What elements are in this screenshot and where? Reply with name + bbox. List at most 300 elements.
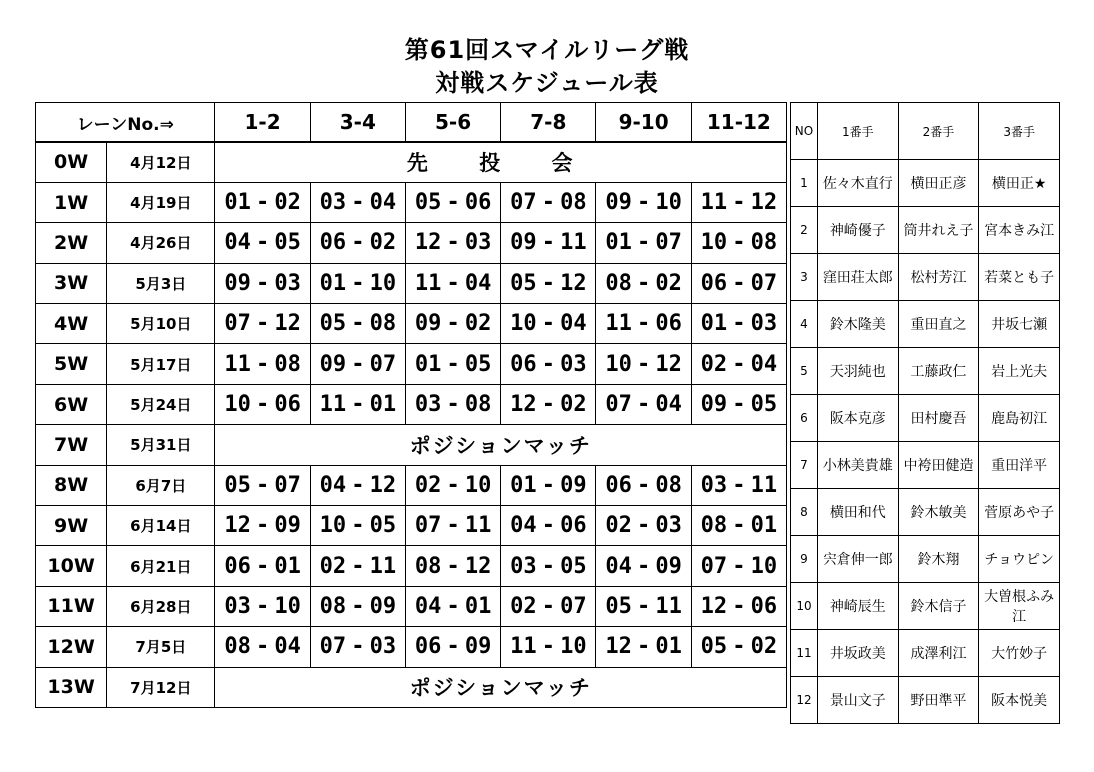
roster-table <box>790 102 1060 724</box>
team-a: 12 <box>510 392 537 418</box>
schedule-row <box>36 425 787 465</box>
schedule-row <box>36 142 787 182</box>
player-2-cell: 中袴田健造 <box>898 442 979 489</box>
player-3-cell: 阪本悦美 <box>979 677 1060 724</box>
week-cell: 4W <box>36 304 107 344</box>
team-b: 10 <box>655 190 682 216</box>
week-cell: 11W <box>36 586 107 626</box>
vs-dash: - <box>351 270 365 296</box>
roster-no-cell: 9 <box>791 536 818 583</box>
player-1-cell: 小林美貴雄 <box>817 442 898 489</box>
team-b: 07 <box>369 351 397 377</box>
team-b: 08 <box>369 311 397 337</box>
vs-dash: - <box>351 513 365 539</box>
roster-row <box>791 207 1060 254</box>
roster-row <box>791 630 1060 677</box>
vs-dash: - <box>255 270 270 296</box>
roster-row <box>791 395 1060 442</box>
player-2-cell: 筒井れえ子 <box>898 207 979 254</box>
vs-dash: - <box>351 351 365 377</box>
vs-dash: - <box>446 553 460 579</box>
team-b: 05 <box>369 513 397 539</box>
matchup-cell <box>310 223 405 263</box>
vs-dash: - <box>255 593 270 619</box>
vs-dash: - <box>255 553 270 579</box>
player-2-cell: 工藤政仁 <box>898 348 979 395</box>
matchup-cell <box>215 263 310 303</box>
team-b: 09 <box>274 513 301 539</box>
team-b: 12 <box>655 351 682 377</box>
vs-dash: - <box>732 230 746 256</box>
team-a: 11 <box>510 634 537 660</box>
roster-header-row <box>791 103 1060 160</box>
vs-dash: - <box>541 553 555 579</box>
team-a: 01 <box>319 270 347 296</box>
date-cell: 4月12日 <box>107 142 215 182</box>
roster-row <box>791 489 1060 536</box>
matchup-cell <box>215 546 310 586</box>
date-cell: 5月3日 <box>107 263 215 303</box>
team-a: 09 <box>319 351 347 377</box>
team-a: 08 <box>700 513 728 539</box>
vs-dash: - <box>351 593 365 619</box>
team-b: 06 <box>750 593 778 619</box>
team-b: 04 <box>560 311 587 337</box>
lane-header: 1-2 <box>215 103 310 143</box>
team-b: 06 <box>560 513 587 539</box>
team-b: 06 <box>464 190 492 216</box>
matchup-cell <box>501 465 596 505</box>
team-b: 07 <box>560 593 587 619</box>
team-b: 12 <box>464 553 492 579</box>
team-a: 08 <box>224 634 251 660</box>
date-cell: 6月14日 <box>107 506 215 546</box>
team-b: 07 <box>274 472 301 498</box>
team-b: 03 <box>464 230 492 256</box>
team-b: 06 <box>655 311 682 337</box>
matchup-cell <box>405 263 500 303</box>
roster-row <box>791 677 1060 724</box>
week-cell: 2W <box>36 223 107 263</box>
matchup-cell <box>405 586 500 626</box>
team-a: 05 <box>224 472 251 498</box>
team-b: 04 <box>369 190 397 216</box>
team-a: 08 <box>319 593 347 619</box>
vs-dash: - <box>351 230 365 256</box>
matchup-cell <box>310 263 405 303</box>
team-b: 03 <box>655 513 682 539</box>
matchup-cell <box>215 627 310 667</box>
team-b: 03 <box>369 634 397 660</box>
vs-dash: - <box>732 270 746 296</box>
vs-dash: - <box>541 311 555 337</box>
player-3-cell: 大曽根ふみ江 <box>979 583 1060 630</box>
team-a: 03 <box>224 593 251 619</box>
week-cell: 1W <box>36 182 107 222</box>
team-b: 02 <box>560 392 587 418</box>
roster-no-cell: 8 <box>791 489 818 536</box>
player-1-cell: 横田和代 <box>817 489 898 536</box>
matchup-cell <box>405 223 500 263</box>
team-b: 07 <box>750 270 778 296</box>
matchup-cell <box>405 546 500 586</box>
team-b: 04 <box>274 634 301 660</box>
team-a: 10 <box>605 351 632 377</box>
matchup-cell <box>215 506 310 546</box>
vs-dash: - <box>541 634 555 660</box>
vs-dash: - <box>351 634 365 660</box>
vs-dash: - <box>351 190 365 216</box>
matchup-cell <box>310 546 405 586</box>
matchup-cell <box>691 182 786 222</box>
matchup-cell <box>596 586 691 626</box>
vs-dash: - <box>732 351 746 377</box>
player-1-cell: 神崎優子 <box>817 207 898 254</box>
player-1-cell: 天羽純也 <box>817 348 898 395</box>
roster-no-cell: 4 <box>791 301 818 348</box>
team-b: 08 <box>274 351 301 377</box>
vs-dash: - <box>351 311 365 337</box>
roster-header-1: 1番手 <box>817 103 898 160</box>
schedule-row <box>36 384 787 424</box>
matchup-cell <box>501 506 596 546</box>
team-a: 01 <box>605 230 632 256</box>
roster-no-cell: 7 <box>791 442 818 489</box>
matchup-cell <box>691 506 786 546</box>
player-3-cell: チョウピン <box>979 536 1060 583</box>
team-b: 08 <box>750 230 778 256</box>
matchup-cell <box>596 263 691 303</box>
team-a: 06 <box>700 270 728 296</box>
matchup-cell <box>405 506 500 546</box>
vs-dash: - <box>732 392 746 418</box>
player-1-cell: 鈴木隆美 <box>817 301 898 348</box>
matchup-cell <box>405 304 500 344</box>
team-a: 06 <box>319 230 347 256</box>
matchup-cell <box>691 223 786 263</box>
matchup-cell <box>501 304 596 344</box>
team-a: 10 <box>319 513 347 539</box>
matchup-cell <box>691 344 786 384</box>
lane-header: 5-6 <box>405 103 500 143</box>
schedule-row <box>36 182 787 222</box>
team-a: 02 <box>605 513 632 539</box>
vs-dash: - <box>446 472 460 498</box>
matchup-cell <box>310 344 405 384</box>
team-a: 11 <box>319 392 347 418</box>
matchup-cell <box>596 546 691 586</box>
vs-dash: - <box>446 351 460 377</box>
player-1-cell: 神崎辰生 <box>817 583 898 630</box>
week-cell: 8W <box>36 465 107 505</box>
team-a: 03 <box>414 392 442 418</box>
roster-no-cell: 10 <box>791 583 818 630</box>
team-b: 12 <box>750 190 778 216</box>
vs-dash: - <box>636 472 651 498</box>
roster-row <box>791 301 1060 348</box>
roster-no-cell: 5 <box>791 348 818 395</box>
player-3-cell: 宮本きみ江 <box>979 207 1060 254</box>
team-a: 07 <box>224 311 251 337</box>
roster-no-cell: 3 <box>791 254 818 301</box>
matchup-cell <box>405 465 500 505</box>
team-a: 11 <box>605 311 632 337</box>
player-2-cell: 鈴木信子 <box>898 583 979 630</box>
matchup-cell <box>691 304 786 344</box>
week-cell: 12W <box>36 627 107 667</box>
matchup-cell <box>405 344 500 384</box>
team-a: 07 <box>605 392 632 418</box>
matchup-cell <box>215 384 310 424</box>
team-b: 10 <box>369 270 397 296</box>
schedule-row <box>36 586 787 626</box>
team-b: 05 <box>560 553 587 579</box>
schedule-row <box>36 506 787 546</box>
team-a: 05 <box>700 634 728 660</box>
team-a: 04 <box>605 553 632 579</box>
roster-row <box>791 583 1060 630</box>
team-a: 02 <box>700 351 728 377</box>
vs-dash: - <box>636 230 651 256</box>
vs-dash: - <box>255 190 270 216</box>
player-2-cell: 松村芳江 <box>898 254 979 301</box>
team-b: 05 <box>274 230 301 256</box>
lane-header: 11-12 <box>691 103 786 143</box>
vs-dash: - <box>351 553 365 579</box>
vs-dash: - <box>541 230 555 256</box>
date-cell: 4月19日 <box>107 182 215 222</box>
week-cell: 13W <box>36 667 107 707</box>
matchup-cell <box>501 627 596 667</box>
team-a: 11 <box>700 190 728 216</box>
team-b: 10 <box>464 472 492 498</box>
page-subtitle: 対戦スケジュール表 <box>435 69 659 97</box>
team-b: 04 <box>655 392 682 418</box>
team-b: 10 <box>750 553 778 579</box>
player-3-cell: 菅原あや子 <box>979 489 1060 536</box>
player-2-cell: 鈴木翔 <box>898 536 979 583</box>
vs-dash: - <box>255 634 270 660</box>
team-a: 09 <box>700 392 728 418</box>
vs-dash: - <box>446 513 460 539</box>
player-2-cell: 田村慶吾 <box>898 395 979 442</box>
team-a: 01 <box>510 472 537 498</box>
vs-dash: - <box>541 351 555 377</box>
vs-dash: - <box>541 392 555 418</box>
team-a: 08 <box>414 553 442 579</box>
team-b: 10 <box>560 634 587 660</box>
vs-dash: - <box>636 553 651 579</box>
vs-dash: - <box>732 553 746 579</box>
team-a: 09 <box>414 311 442 337</box>
team-a: 11 <box>224 351 251 377</box>
team-a: 02 <box>319 553 347 579</box>
week-cell: 5W <box>36 344 107 384</box>
team-a: 07 <box>700 553 728 579</box>
vs-dash: - <box>732 593 746 619</box>
roster-header-3: 3番手 <box>979 103 1060 160</box>
date-cell: 6月28日 <box>107 586 215 626</box>
roster-no-cell: 1 <box>791 160 818 207</box>
vs-dash: - <box>636 392 651 418</box>
team-b: 08 <box>464 392 492 418</box>
team-a: 04 <box>224 230 251 256</box>
event-span-cell: ポジションマッチ <box>215 425 787 465</box>
team-b: 03 <box>274 270 301 296</box>
team-b: 02 <box>274 190 301 216</box>
date-cell: 4月26日 <box>107 223 215 263</box>
roster-row <box>791 254 1060 301</box>
lane-header: 7-8 <box>501 103 596 143</box>
lane-header: 9-10 <box>596 103 691 143</box>
team-b: 11 <box>750 472 778 498</box>
player-1-cell: 井坂政美 <box>817 630 898 677</box>
vs-dash: - <box>446 311 460 337</box>
schedule-header-row <box>36 103 787 143</box>
team-a: 06 <box>510 351 537 377</box>
team-a: 06 <box>414 634 442 660</box>
vs-dash: - <box>636 513 651 539</box>
team-b: 01 <box>655 634 682 660</box>
team-b: 08 <box>655 472 682 498</box>
matchup-cell <box>691 263 786 303</box>
player-3-cell: 横田正★ <box>979 160 1060 207</box>
team-a: 08 <box>605 270 632 296</box>
team-b: 12 <box>274 311 301 337</box>
player-1-cell: 窪田荘太郎 <box>817 254 898 301</box>
player-1-cell: 佐々木直行 <box>817 160 898 207</box>
team-b: 07 <box>655 230 682 256</box>
matchup-cell <box>310 586 405 626</box>
matchup-cell <box>596 223 691 263</box>
player-3-cell: 重田洋平 <box>979 442 1060 489</box>
vs-dash: - <box>255 311 270 337</box>
vs-dash: - <box>351 392 365 418</box>
player-3-cell: 若菜とも子 <box>979 254 1060 301</box>
matchup-cell <box>596 384 691 424</box>
vs-dash: - <box>732 513 746 539</box>
team-b: 12 <box>369 472 397 498</box>
event-span-cell: ポジションマッチ <box>215 667 787 707</box>
team-a: 09 <box>605 190 632 216</box>
matchup-cell <box>596 182 691 222</box>
vs-dash: - <box>351 472 365 498</box>
roster-no-cell: 2 <box>791 207 818 254</box>
team-b: 05 <box>750 392 778 418</box>
team-b: 08 <box>560 190 587 216</box>
team-a: 12 <box>605 634 632 660</box>
schedule-row <box>36 344 787 384</box>
date-cell: 5月17日 <box>107 344 215 384</box>
date-cell: 5月10日 <box>107 304 215 344</box>
matchup-cell <box>501 263 596 303</box>
team-a: 03 <box>510 553 537 579</box>
team-a: 12 <box>224 513 251 539</box>
matchup-cell <box>405 384 500 424</box>
team-b: 04 <box>750 351 778 377</box>
team-a: 09 <box>224 270 251 296</box>
team-b: 03 <box>560 351 587 377</box>
page-title: 第61回スマイルリーグ戦 <box>404 36 690 64</box>
roster-row <box>791 442 1060 489</box>
team-b: 02 <box>655 270 682 296</box>
team-a: 02 <box>414 472 442 498</box>
week-cell: 6W <box>36 384 107 424</box>
team-b: 02 <box>750 634 778 660</box>
vs-dash: - <box>446 190 460 216</box>
team-a: 10 <box>224 392 251 418</box>
week-cell: 0W <box>36 142 107 182</box>
team-b: 09 <box>369 593 397 619</box>
player-1-cell: 宍倉伸一郎 <box>817 536 898 583</box>
matchup-cell <box>215 304 310 344</box>
date-cell: 6月21日 <box>107 546 215 586</box>
matchup-cell <box>310 465 405 505</box>
schedule-row <box>36 667 787 707</box>
player-1-cell: 景山文子 <box>817 677 898 724</box>
matchup-cell <box>215 465 310 505</box>
matchup-cell <box>310 182 405 222</box>
team-a: 04 <box>319 472 347 498</box>
schedule-table <box>35 102 787 708</box>
vs-dash: - <box>732 311 746 337</box>
team-a: 05 <box>319 311 347 337</box>
team-a: 12 <box>700 593 728 619</box>
matchup-cell <box>501 586 596 626</box>
vs-dash: - <box>541 593 555 619</box>
player-2-cell: 野田準平 <box>898 677 979 724</box>
matchup-cell <box>501 344 596 384</box>
matchup-cell <box>691 586 786 626</box>
vs-dash: - <box>255 472 270 498</box>
matchup-cell <box>310 304 405 344</box>
matchup-cell <box>596 344 691 384</box>
date-cell: 7月12日 <box>107 667 215 707</box>
vs-dash: - <box>541 513 555 539</box>
week-cell: 10W <box>36 546 107 586</box>
team-a: 12 <box>414 230 442 256</box>
team-a: 06 <box>224 553 251 579</box>
vs-dash: - <box>636 311 651 337</box>
matchup-cell <box>310 627 405 667</box>
vs-dash: - <box>255 392 270 418</box>
team-b: 01 <box>464 593 492 619</box>
vs-dash: - <box>255 351 270 377</box>
schedule-row <box>36 465 787 505</box>
event-span-cell: 先 投 会 <box>215 142 787 182</box>
team-a: 03 <box>700 472 728 498</box>
team-a: 01 <box>224 190 251 216</box>
vs-dash: - <box>636 270 651 296</box>
team-b: 01 <box>369 392 397 418</box>
vs-dash: - <box>541 472 555 498</box>
matchup-cell <box>310 384 405 424</box>
matchup-cell <box>310 506 405 546</box>
team-b: 11 <box>464 513 492 539</box>
matchup-cell <box>596 506 691 546</box>
vs-dash: - <box>446 392 460 418</box>
team-a: 02 <box>510 593 537 619</box>
team-a: 07 <box>414 513 442 539</box>
lane-header-label: レーンNo.⇒ <box>36 103 215 143</box>
schedule-row <box>36 546 787 586</box>
matchup-cell <box>215 344 310 384</box>
team-b: 03 <box>750 311 778 337</box>
team-b: 09 <box>560 472 587 498</box>
team-a: 07 <box>319 634 347 660</box>
matchup-cell <box>215 182 310 222</box>
vs-dash: - <box>636 351 651 377</box>
